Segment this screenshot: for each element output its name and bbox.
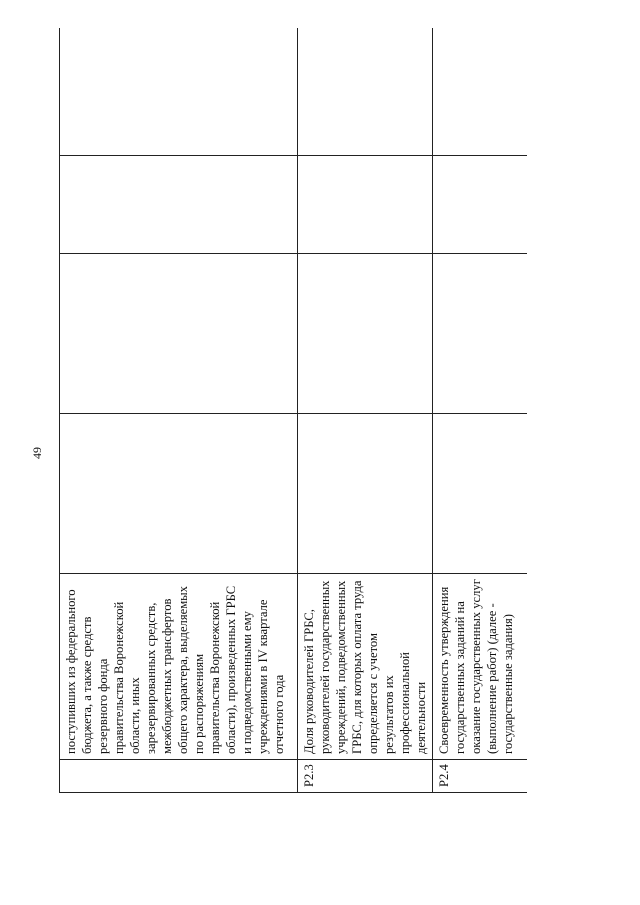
row-value-cell <box>298 414 433 574</box>
row-description-cell: Доля руководителей ГРБС, руководителей государственных учреждений, подведомственных ГРБС, для которых оплата труда определяется с учетом результатов их профессиональной деятельности <box>298 574 433 760</box>
row-value-cell <box>433 254 528 414</box>
row-code-cell: P2.3 <box>298 760 433 793</box>
row-description-cell: поступивших из федерального бюджета, а также средств резервного фонда правительства Воронежской области, иных зарезервированных средств, межбюджетных трансфертов общего характера, выделяемых по распоряжениям правительства Воронежской области), произведенных ГРБС и подведомственными ему учреждениями в IV квартале отчетного года <box>60 574 298 760</box>
row-value-cell <box>433 414 528 574</box>
row-code-cell: P2.4 <box>433 760 528 793</box>
row-value-cell <box>298 254 433 414</box>
row-value-cell <box>433 28 528 156</box>
row-value-cell <box>60 254 298 414</box>
row-value-cell <box>60 156 298 254</box>
row-code-cell <box>60 760 298 793</box>
page-number: 49 <box>30 447 44 459</box>
table-row <box>433 28 528 793</box>
row-value-cell <box>298 28 433 156</box>
table-row <box>298 28 433 793</box>
row-description-cell: Своевременность утверждения государственных заданий на оказание государственных услуг (выполнение работ) (далее - государственные задания) <box>433 574 528 760</box>
indicators-table-container <box>59 28 527 793</box>
row-value-cell <box>60 414 298 574</box>
row-value-cell <box>60 28 298 156</box>
rotated-table-wrapper <box>59 28 527 793</box>
indicators-table <box>59 28 527 793</box>
table-row <box>60 28 298 793</box>
row-value-cell <box>433 156 528 254</box>
row-value-cell <box>298 156 433 254</box>
